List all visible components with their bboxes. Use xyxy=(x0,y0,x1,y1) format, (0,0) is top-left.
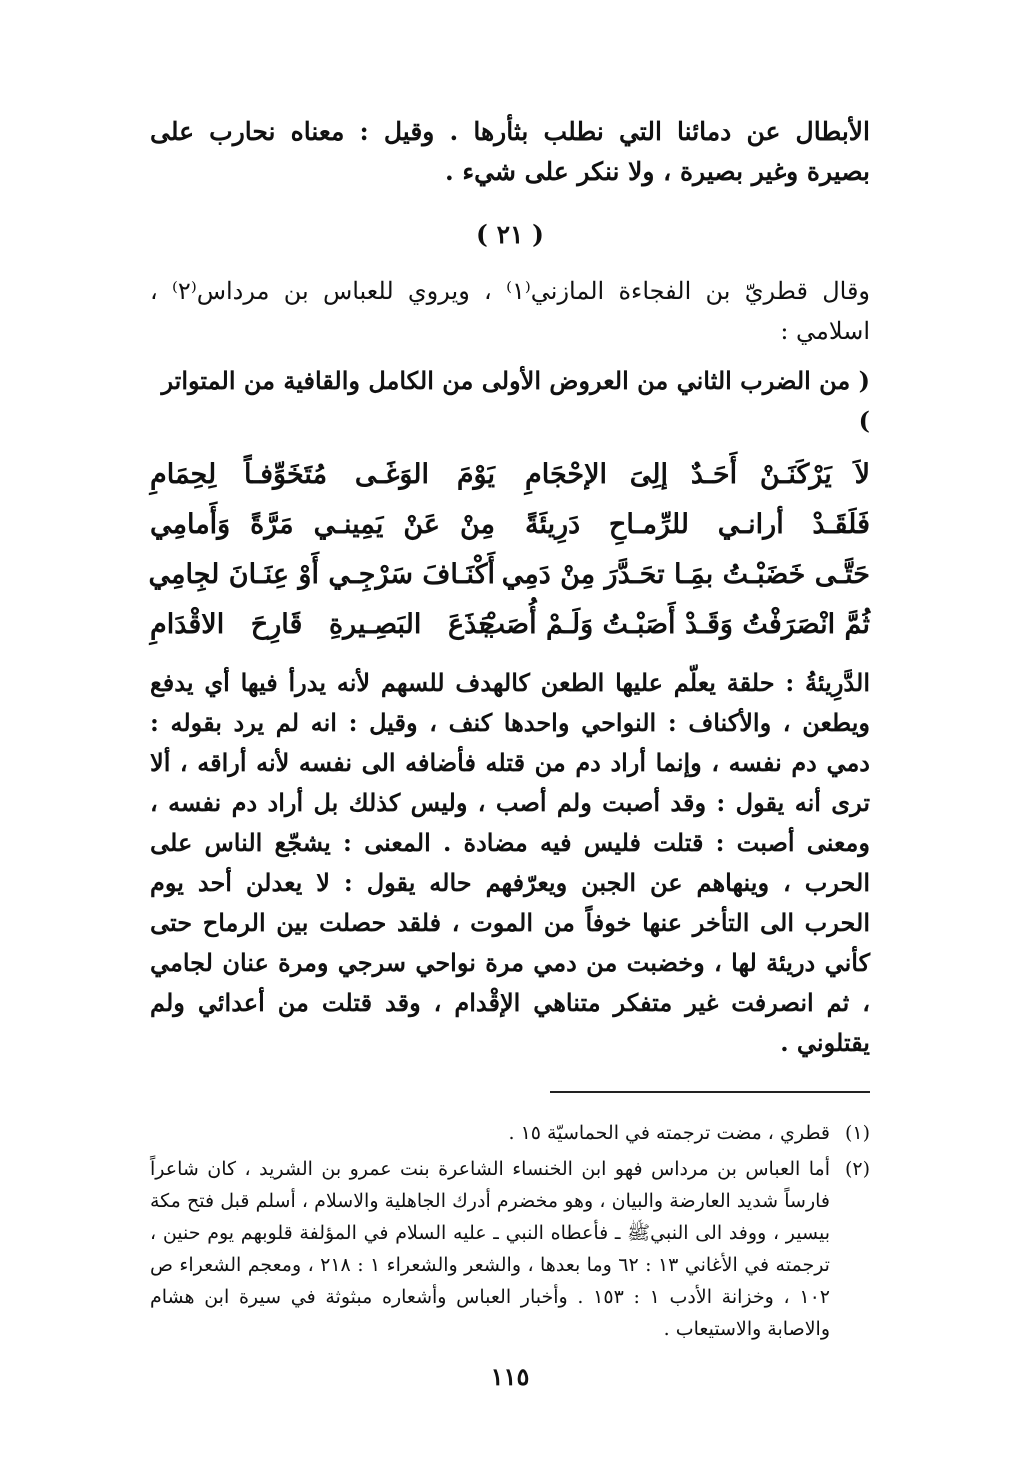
book-page xyxy=(150,112,870,1349)
first-hemistich: لاَ يَرْكَنَـنْ أَحَـدٌ إلِىَ الإحْجَامِ xyxy=(525,458,870,490)
second-hemistich: جَذَعَ البَصِـيرةِ قَارِحَ الاقْدَامِ xyxy=(150,608,495,640)
section-number: ( ٢١ ) xyxy=(476,220,544,249)
page-number: ١١٥ xyxy=(490,1362,530,1391)
footnote-number: (٢) xyxy=(844,1158,870,1180)
second-hemistich: أَكْنَـافَ سَرْجِـي أَوْ عِنَـانَ لجِامِي xyxy=(148,558,495,590)
verse xyxy=(150,499,870,549)
footnote-text: أما العباس بن مرداس فهو ابن الخنساء الشاعرة بنت عمرو بن الشريد ، كان شاعراً فارساً شديد العارضة والبيان ، وهو مخضرم أدرك الجاهلية والاسلام ، أسلم قبل فتح مكة بيسير ، ووفد الى النبيﷺ ـ فأعطاه النبي ـ عليه السلام في المؤلفة قلوبهم يوم حنين ، ترجمته في الأغاني ١٣ : ٦٢ وما بعدها ، والشعر والشعراء ١ : ٢١٨ ، ومعجم الشعراء ص ١٠٢ ، وخزانة الأدب ١ : ١٥٣ . وأخبار العباس وأشعاره مبثوثة في سيرة ابن هشام والاصابة والاستيعاب . xyxy=(150,1158,830,1340)
commentary: الدَّرِيئةُ : حلقة يعلّم عليها الطعن كالهدف للسهم لأنه يدرأ فيها أي يدفع ويطعن ، والأكناف : النواحي واحدها كنف ، وقيل : انه لم يرد بقوله : دمي دم نفسه ، وإنما أراد دم من قتله فأضافه الى نفسه لأنه أراقه ، ألا ترى أنه يقول : وقد أصبت ولم أصب ، وليس كذلك بل أراد دم نفسه ، ومعنى أصبت : قتلت فليس فيه مضادة . المعنى : يشجّع الناس على الحرب ، وينهاهم عن الجبن ويعرّفهم حاله يقول : لا يعدلن أحد يوم الحرب الى التأخر عنها خوفاً من الموت ، فلقد حصلت بين الرماح حتى كأني دريئة لها ، وخضبت من دمي مرة نواحي سرجي ومرة عنان لجامي ، ثم انصرفت غير متفكر متناهي الإقْدام ، وقد قتلت من أعدائي ولم يقتلوني . xyxy=(150,668,870,1057)
footnote-text: قطري ، مضت ترجمته في الحماسيّة ١٥ . xyxy=(508,1122,830,1144)
first-hemistich: ثُمَّ انْصَرَفْتُ وَقَـدْ أَصَبْـتُ وَلَـمْ أُصَبْ xyxy=(479,608,870,640)
footnote xyxy=(150,1153,870,1345)
second-hemistich: يَوْمَ الوَغَـى مُتَخَوِّفـاً لِحِمَامِ xyxy=(150,458,495,490)
footnote-number: (١) xyxy=(844,1122,870,1144)
poem-introduction: وقال قطريّ بن الفجاءة المازني⁽١⁾ ، ويروي للعباس بن مرداس⁽٢⁾ ، اسلامي : xyxy=(150,277,871,345)
second-hemistich: مِنْ عَنْ يَمِينـي مَرَّةً وَأَمامِي xyxy=(150,508,495,540)
meter-note: ( من الضرب الثاني من العروض الأولى من الكامل والقافية من المتواتر ) xyxy=(161,366,870,435)
footnotes xyxy=(150,1117,870,1345)
verse xyxy=(150,599,870,649)
opening-paragraph: الأبطال عن دمائنا التي نطلب بثأرها . وقيل : معناه نحارب على بصيرة وغير بصيرة ، ولا ننكر على شيء . xyxy=(150,117,870,186)
footnote-divider xyxy=(550,1091,870,1093)
poem xyxy=(150,449,870,649)
first-hemistich: فَلَقَـدْ أرانـي للرِّمـاحِ دَرِيئَةً xyxy=(525,508,870,540)
first-hemistich: حَتَّـى خَضَبْـتُ بمَِـا تحَـدَّرَ مِنْ دَمِي xyxy=(501,558,870,590)
verse xyxy=(150,449,870,499)
verse xyxy=(150,549,870,599)
footnote xyxy=(150,1117,870,1149)
